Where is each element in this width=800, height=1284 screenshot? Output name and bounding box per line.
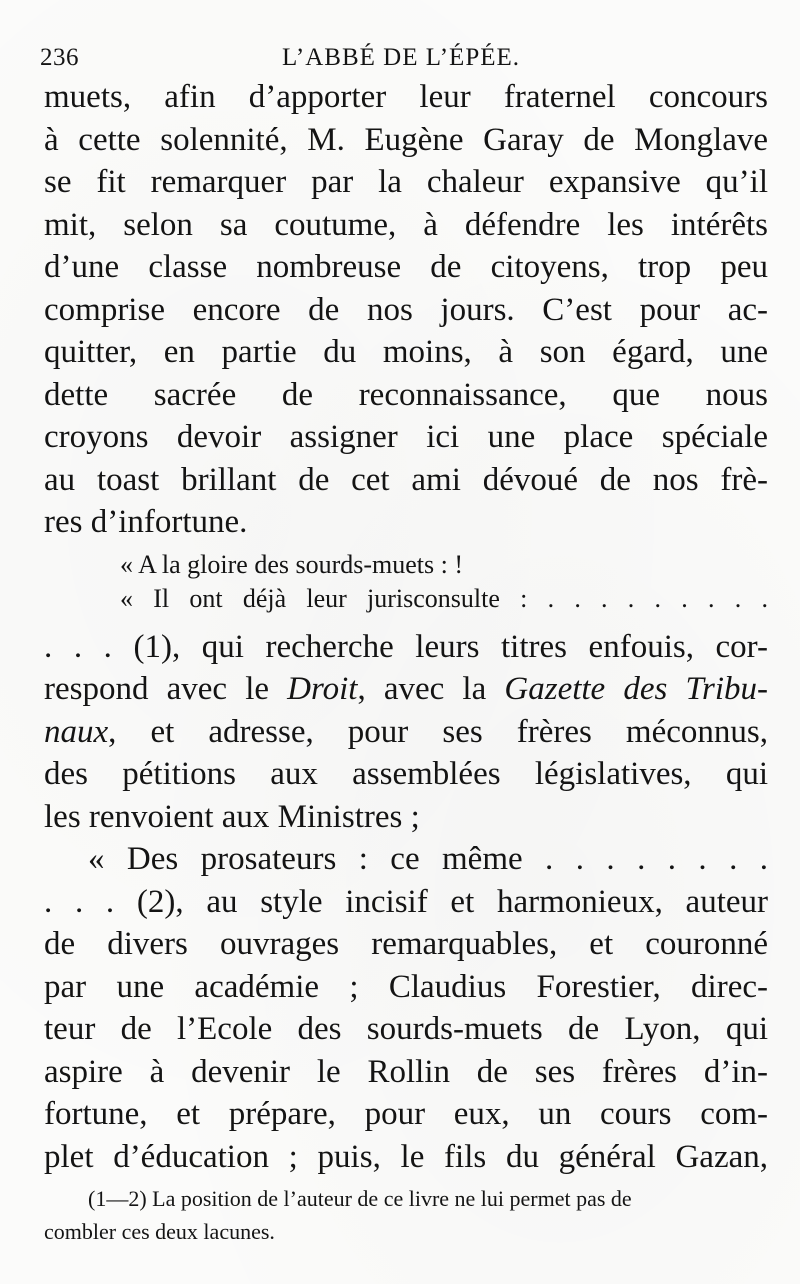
text-line: res d’infortune. <box>44 504 248 540</box>
text-line: « Des prosateurs : ce même . . . . . . . . <box>88 841 768 877</box>
body-text <box>44 76 768 1178</box>
running-head <box>40 42 762 78</box>
footnote-line: combler ces deux lacunes. <box>44 1219 275 1244</box>
text-line: naux, et adresse, pour ses frères méconnus, <box>44 713 768 750</box>
footnote-line: (1—2) La position de l’auteur de ce livre ne lui permet pas de <box>88 1186 632 1211</box>
text-line: plet d’éducation ; puis, le fils du général Gazan, <box>44 1138 768 1175</box>
text-line: se fit remarquer par la chaleur expansive qu’il <box>44 164 768 200</box>
text-line: . . . (1), qui recherche leurs titres enfouis, cor- <box>44 628 768 665</box>
text-line: fortune, et prépare, pour eux, un cours com- <box>44 1096 768 1132</box>
running-title: L’ABBÉ DE L’ÉPÉE. <box>281 44 521 71</box>
text-line: respond avec le Droit, avec la Gazette des Tribu- <box>44 671 768 707</box>
text-line: à cette solennité, M. Eugène Garay de Monglave <box>44 121 768 158</box>
text-line: quitter, en partie du moins, à son égard, une <box>44 334 768 370</box>
footnotes <box>44 1182 766 1248</box>
text-line: dette sacrée de reconnaissance, que nous <box>44 376 768 413</box>
text-line: de divers ouvrages remarquables, et couronné <box>44 926 768 962</box>
quote-line: « Il ont déjà leur jurisconsulte : . . . . . . . . . <box>120 583 768 613</box>
text-line: muets, afin d’apporter leur fraternel concours <box>44 79 768 115</box>
quote-line: « A la gloire des sourds-muets : ! <box>120 549 464 579</box>
text-line: teur de l’Ecole des sourds-muets de Lyon, qui <box>44 1011 768 1047</box>
text-line: des pétitions aux assemblées législatives, qui <box>44 756 768 792</box>
text-line: comprise encore de nos jours. C’est pour ac- <box>44 291 768 328</box>
text-line: par une académie ; Claudius Forestier, direc- <box>44 968 768 1005</box>
page-number: 236 <box>40 44 79 71</box>
text-line: . . . (2), au style incisif et harmonieux, auteur <box>44 883 768 920</box>
text-line: croyons devoir assigner ici une place spéciale <box>44 419 768 455</box>
text-line: d’une classe nombreuse de citoyens, trop peu <box>44 249 768 285</box>
text-line: au toast brillant de cet ami dévoué de nos frè- <box>44 461 768 498</box>
text-line: mit, selon sa coutume, à défendre les intérêts <box>44 206 768 243</box>
text-line: les renvoient aux Ministres ; <box>44 798 420 835</box>
text-line: aspire à devenir le Rollin de ses frères d’in- <box>44 1053 768 1090</box>
